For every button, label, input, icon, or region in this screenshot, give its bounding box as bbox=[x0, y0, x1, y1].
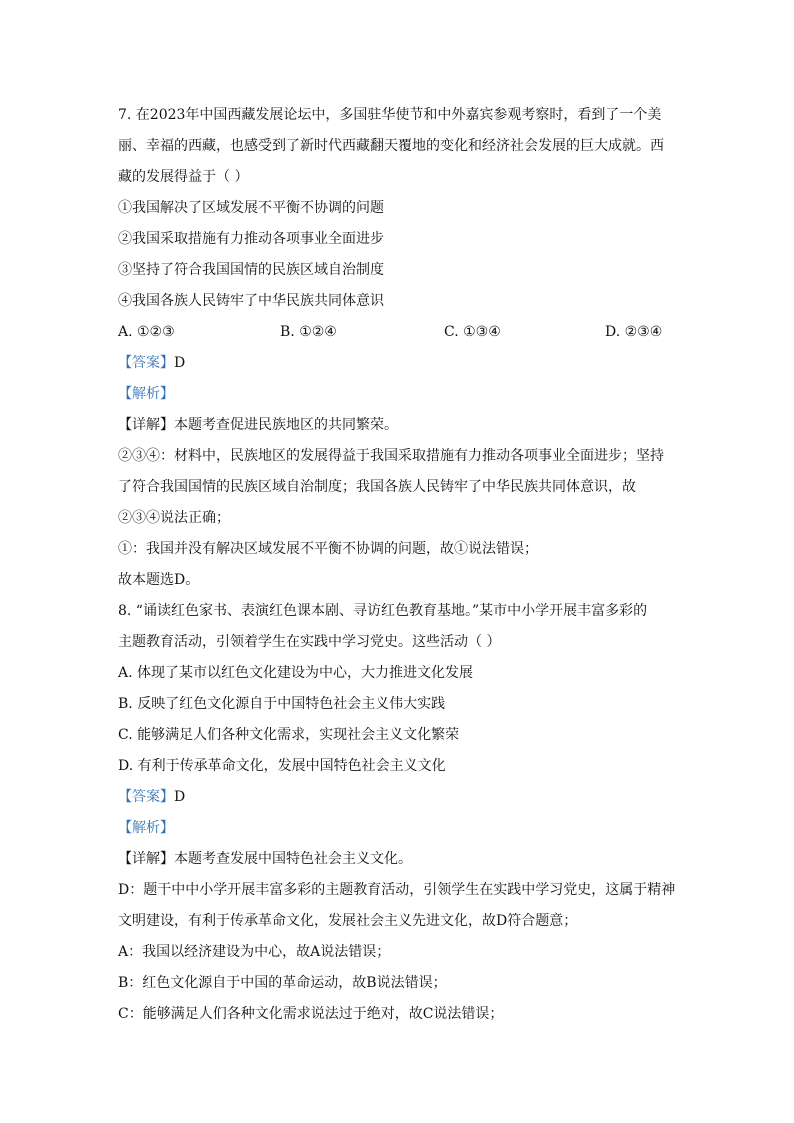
question-7 bbox=[118, 100, 678, 596]
statement-item: ①我国解决了区域发展不平衡不协调的问题 bbox=[118, 200, 384, 216]
detail-text: 本题考查发展中国特色社会主义文化。 bbox=[174, 851, 412, 867]
detail-label: 【详解】 bbox=[118, 851, 174, 867]
question-8 bbox=[118, 596, 678, 1030]
explanation-line: 文明建设，有利于传承革命文化，发展社会主义先进文化，故D符合题意； bbox=[118, 913, 578, 929]
option-d: D. 有利于传承革命文化，发展中国特色社会主义文化 bbox=[118, 758, 446, 774]
answer-value: D bbox=[174, 355, 186, 371]
analysis-line bbox=[118, 813, 678, 844]
statement-item: ②我国采取措施有力推动各项事业全面进步 bbox=[118, 231, 384, 247]
analysis-label: 【解析】 bbox=[118, 820, 174, 836]
option-b: B. ①②④ bbox=[280, 324, 337, 340]
detail-line bbox=[118, 844, 678, 875]
answer-value: D bbox=[174, 789, 186, 805]
statement-item: ④我国各族人民铸牢了中华民族共同体意识 bbox=[118, 293, 384, 309]
explanation-line: 故本题选D。 bbox=[118, 572, 200, 588]
explanation-line: B：红色文化源自于中国的革命运动，故B说法错误； bbox=[118, 975, 447, 991]
document-page bbox=[118, 100, 678, 1030]
question-stem-line: 7. 在2023年中国西藏发展论坛中，多国驻华使节和中外嘉宾参观考察时，看到了一个美 bbox=[118, 107, 662, 123]
explanation-line: ①：我国并没有解决区域发展不平衡不协调的问题，故①说法错误； bbox=[118, 541, 538, 557]
explanation-line: ②③④说法正确； bbox=[118, 510, 230, 526]
question-stem-line: 丽、幸福的西藏，也感受到了新时代西藏翻天覆地的变化和经济社会发展的巨大成就。西 bbox=[118, 138, 664, 154]
explanation-line: C：能够满足人们各种文化需求说法过于绝对，故C说法错误； bbox=[118, 1006, 504, 1022]
detail-line bbox=[118, 410, 678, 441]
option-a: A. 体现了某市以红色文化建设为中心，大力推进文化发展 bbox=[118, 665, 474, 681]
answer-line bbox=[118, 782, 678, 813]
question-stem-line: 8. “诵读红色家书、表演红色课本剧、寻访红色教育基地。”某市中小学开展丰富多彩的 bbox=[118, 603, 648, 619]
detail-text: 本题考查促进民族地区的共同繁荣。 bbox=[174, 417, 398, 433]
option-c: C. 能够满足人们各种文化需求，实现社会主义文化繁荣 bbox=[118, 727, 460, 743]
detail-label: 【详解】 bbox=[118, 417, 174, 433]
analysis-label: 【解析】 bbox=[118, 386, 174, 402]
explanation-line: A：我国以经济建设为中心，故A说法错误； bbox=[118, 944, 391, 960]
analysis-line bbox=[118, 379, 678, 410]
explanation-line: D：题干中中小学开展丰富多彩的主题教育活动，引领学生在实践中学习党史，这属于精神 bbox=[118, 882, 676, 898]
question-stem-line: 藏的发展得益于（ ） bbox=[118, 169, 249, 185]
option-a: A. ①②③ bbox=[118, 324, 175, 340]
explanation-line: ②③④：材料中，民族地区的发展得益于我国采取措施有力推动各项事业全面进步；坚持 bbox=[118, 448, 664, 464]
answer-label: 【答案】 bbox=[118, 355, 174, 371]
statement-item: ③坚持了符合我国国情的民族区域自治制度 bbox=[118, 262, 384, 278]
option-d: D. ②③④ bbox=[605, 324, 663, 340]
explanation-line: 了符合我国国情的民族区域自治制度；我国各族人民铸牢了中华民族共同体意识，故 bbox=[118, 479, 636, 495]
question-stem-line: 主题教育活动，引领着学生在实践中学习党史。这些活动（ ） bbox=[118, 634, 501, 650]
option-b: B. 反映了红色文化源自于中国特色社会主义伟大实践 bbox=[118, 696, 446, 712]
answer-label: 【答案】 bbox=[118, 789, 174, 805]
option-c: C. ①③④ bbox=[444, 324, 501, 340]
answer-line bbox=[118, 348, 678, 379]
options-row bbox=[118, 317, 678, 348]
